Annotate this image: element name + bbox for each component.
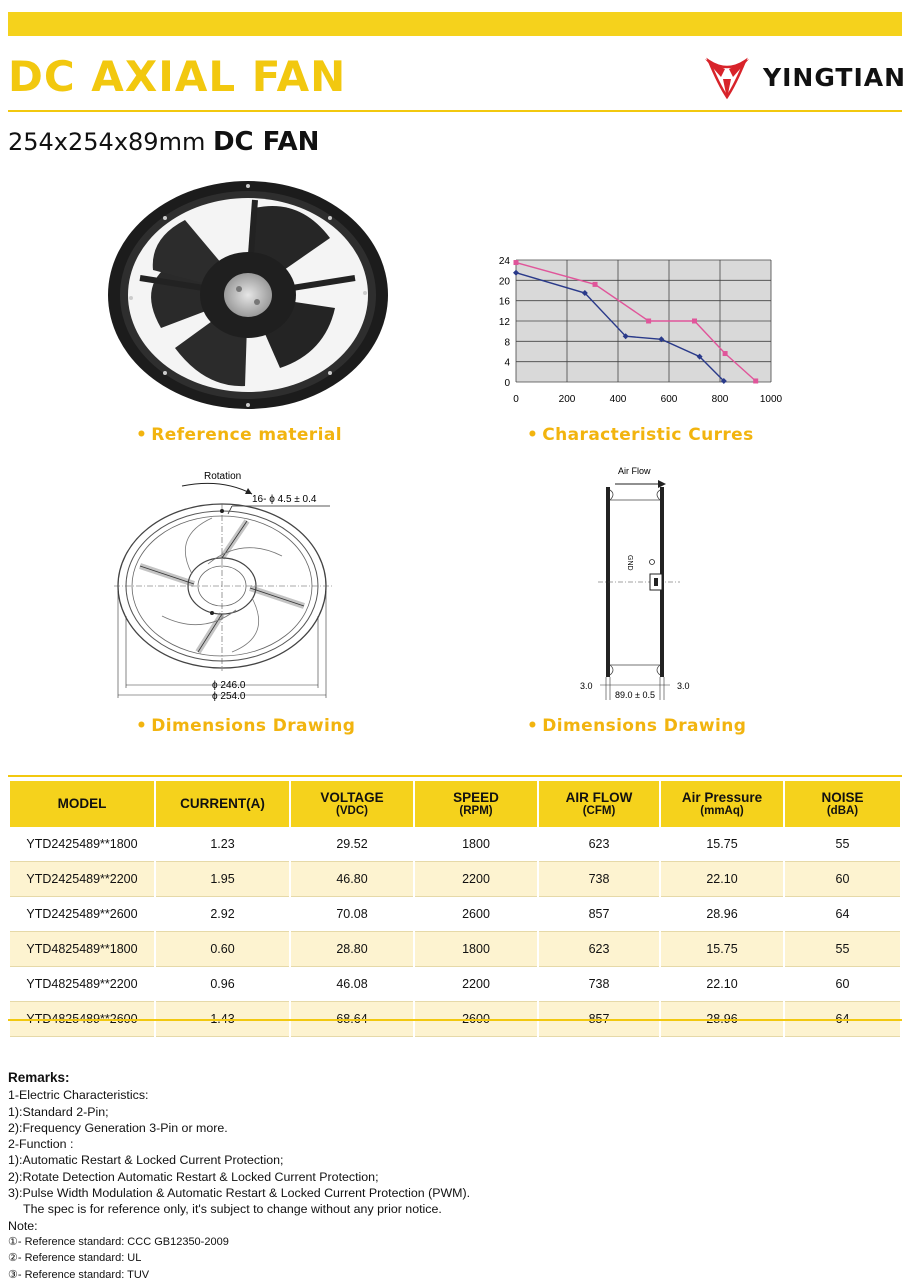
table-bottom-rule <box>8 1019 902 1021</box>
cell-pressure: 15.75 <box>661 827 783 862</box>
x-tick-label: 200 <box>558 394 576 405</box>
yingtian-logo-icon <box>703 55 751 101</box>
cell-model: YTD4825489**1800 <box>10 932 154 967</box>
caption-reference: • Reference material <box>136 425 342 445</box>
cell-pressure: 22.10 <box>661 967 783 1002</box>
x-tick-label: 600 <box>660 394 678 405</box>
series-point <box>692 319 697 324</box>
y-tick-label: 12 <box>498 317 510 328</box>
remark-line: 2-Function : <box>8 1137 74 1152</box>
cell-noise: 55 <box>785 932 900 967</box>
series-point <box>593 282 598 287</box>
airflow-label: Air Flow <box>618 466 651 476</box>
y-tick-label: 4 <box>504 357 510 369</box>
cell-current: 0.60 <box>156 932 289 967</box>
cell-pressure: 22.10 <box>661 862 783 897</box>
front-dimension-drawing <box>112 466 342 706</box>
table-row <box>10 827 900 862</box>
cell-voltage: 46.08 <box>291 967 413 1002</box>
cell-current: 1.95 <box>156 862 289 897</box>
y-tick-label: 16 <box>498 296 510 308</box>
remark-line: 2):Rotate Detection Automatic Restart & Locked Current Protection; <box>8 1169 379 1184</box>
hole-spec-label: 16- ϕ 4.5 ± 0.4 <box>252 494 317 505</box>
spec-disclaimer: The spec is for reference only, it's subject to change without any prior notice. <box>23 1202 442 1217</box>
outer-diameter-label: ϕ 254.0 <box>212 691 246 702</box>
y-tick-label: 0 <box>504 378 510 389</box>
cell-airflow: 623 <box>539 932 659 967</box>
remark-line: 1):Automatic Restart & Locked Current Protection; <box>8 1153 284 1168</box>
table-top-rule <box>8 775 902 777</box>
cell-voltage: 28.80 <box>291 932 413 967</box>
right-flange-label: 3.0 <box>677 681 690 691</box>
remarks-section <box>8 1070 908 1283</box>
header-current: CURRENT(A) <box>156 781 289 827</box>
table-row <box>10 932 900 967</box>
cell-noise: 55 <box>785 827 900 862</box>
cell-speed: 2200 <box>415 967 537 1002</box>
cell-model: YTD4825489**2200 <box>10 967 154 1002</box>
series-point <box>646 319 651 324</box>
characteristic-chart <box>488 250 788 410</box>
caption-curves: • Characteristic Curres <box>527 425 754 445</box>
y-tick-label: 24 <box>498 256 510 267</box>
note-line: ①- Reference standard: CCC GB12350-2009 <box>8 1235 229 1248</box>
cell-voltage: 29.52 <box>291 827 413 862</box>
series-point <box>723 351 728 356</box>
header-voltage: VOLTAGE (VDC) <box>291 781 413 827</box>
header-airflow: AIR FLOW (CFM) <box>539 781 659 827</box>
cell-current: 1.23 <box>156 827 289 862</box>
chart-svg <box>488 250 788 410</box>
inner-diameter-label: ϕ 246.0 <box>212 680 246 691</box>
cell-voltage: 70.08 <box>291 897 413 932</box>
page-title: DC AXIAL FAN <box>8 52 347 101</box>
remarks-heading: Remarks: <box>8 1070 70 1085</box>
cell-speed: 2600 <box>415 897 537 932</box>
x-tick-label: 800 <box>711 394 729 405</box>
note-line: ②- Reference standard: UL <box>8 1252 142 1265</box>
y-tick-label: 20 <box>498 276 510 288</box>
subtitle-type: DC FAN <box>212 127 320 157</box>
x-tick-label: 0 <box>513 394 519 405</box>
header-speed: SPEED (RPM) <box>415 781 537 827</box>
cell-noise: 64 <box>785 897 900 932</box>
table-row <box>10 862 900 897</box>
cell-pressure: 28.96 <box>661 897 783 932</box>
note-label: Note: <box>8 1218 38 1233</box>
remark-line: 1):Standard 2-Pin; <box>8 1104 109 1119</box>
cell-current: 2.92 <box>156 897 289 932</box>
cell-noise: 60 <box>785 967 900 1002</box>
side-dimension-drawing <box>570 460 700 705</box>
cell-airflow: 738 <box>539 967 659 1002</box>
cell-airflow: 738 <box>539 862 659 897</box>
y-tick-label: 8 <box>504 337 510 349</box>
series-point <box>753 378 758 383</box>
caption-dimensions-2: • Dimensions Drawing <box>527 716 747 736</box>
cell-speed: 1800 <box>415 932 537 967</box>
remark-line: 2):Frequency Generation 3-Pin or more. <box>8 1120 228 1135</box>
remark-line: 1-Electric Characteristics: <box>8 1088 149 1103</box>
width-label: 89.0 ± 0.5 <box>615 690 655 700</box>
subtitle-size: 254x254x89mm <box>8 128 206 156</box>
cell-current: 0.96 <box>156 967 289 1002</box>
cell-speed: 1800 <box>415 827 537 862</box>
brand-logo <box>703 55 907 101</box>
table-row <box>10 967 900 1002</box>
rotation-label: Rotation <box>204 471 242 482</box>
cell-airflow: 857 <box>539 897 659 932</box>
cell-model: YTD2425489**1800 <box>10 827 154 862</box>
cell-voltage: 46.80 <box>291 862 413 897</box>
header-air-pressure: Air Pressure (mmAq) <box>661 781 783 827</box>
header-rule <box>8 110 902 112</box>
x-tick-label: 400 <box>609 394 627 405</box>
caption-dimensions-1: • Dimensions Drawing <box>136 716 356 736</box>
cell-airflow: 623 <box>539 827 659 862</box>
table-row <box>10 897 900 932</box>
table-header-row <box>10 781 900 827</box>
remark-line: 3):Pulse Width Modulation & Automatic Restart & Locked Current Protection (PWM). <box>8 1186 471 1201</box>
cell-pressure: 15.75 <box>661 932 783 967</box>
cell-speed: 2200 <box>415 862 537 897</box>
fan-photo <box>105 178 390 413</box>
x-tick-label: 1000 <box>759 394 783 405</box>
cell-noise: 60 <box>785 862 900 897</box>
product-subtitle <box>8 127 319 157</box>
note-line: ③- Reference standard: TUV <box>8 1268 150 1281</box>
spec-table <box>8 781 902 1037</box>
header-model: MODEL <box>10 781 154 827</box>
brand-name: YINGTIAN <box>763 63 907 92</box>
cell-model: YTD2425489**2200 <box>10 862 154 897</box>
gnd-label: GND <box>626 555 633 571</box>
left-flange-label: 3.0 <box>580 681 593 691</box>
cell-model: YTD2425489**2600 <box>10 897 154 932</box>
header-noise: NOISE (dBA) <box>785 781 900 827</box>
header-bar <box>8 12 902 36</box>
series-point <box>514 260 519 265</box>
